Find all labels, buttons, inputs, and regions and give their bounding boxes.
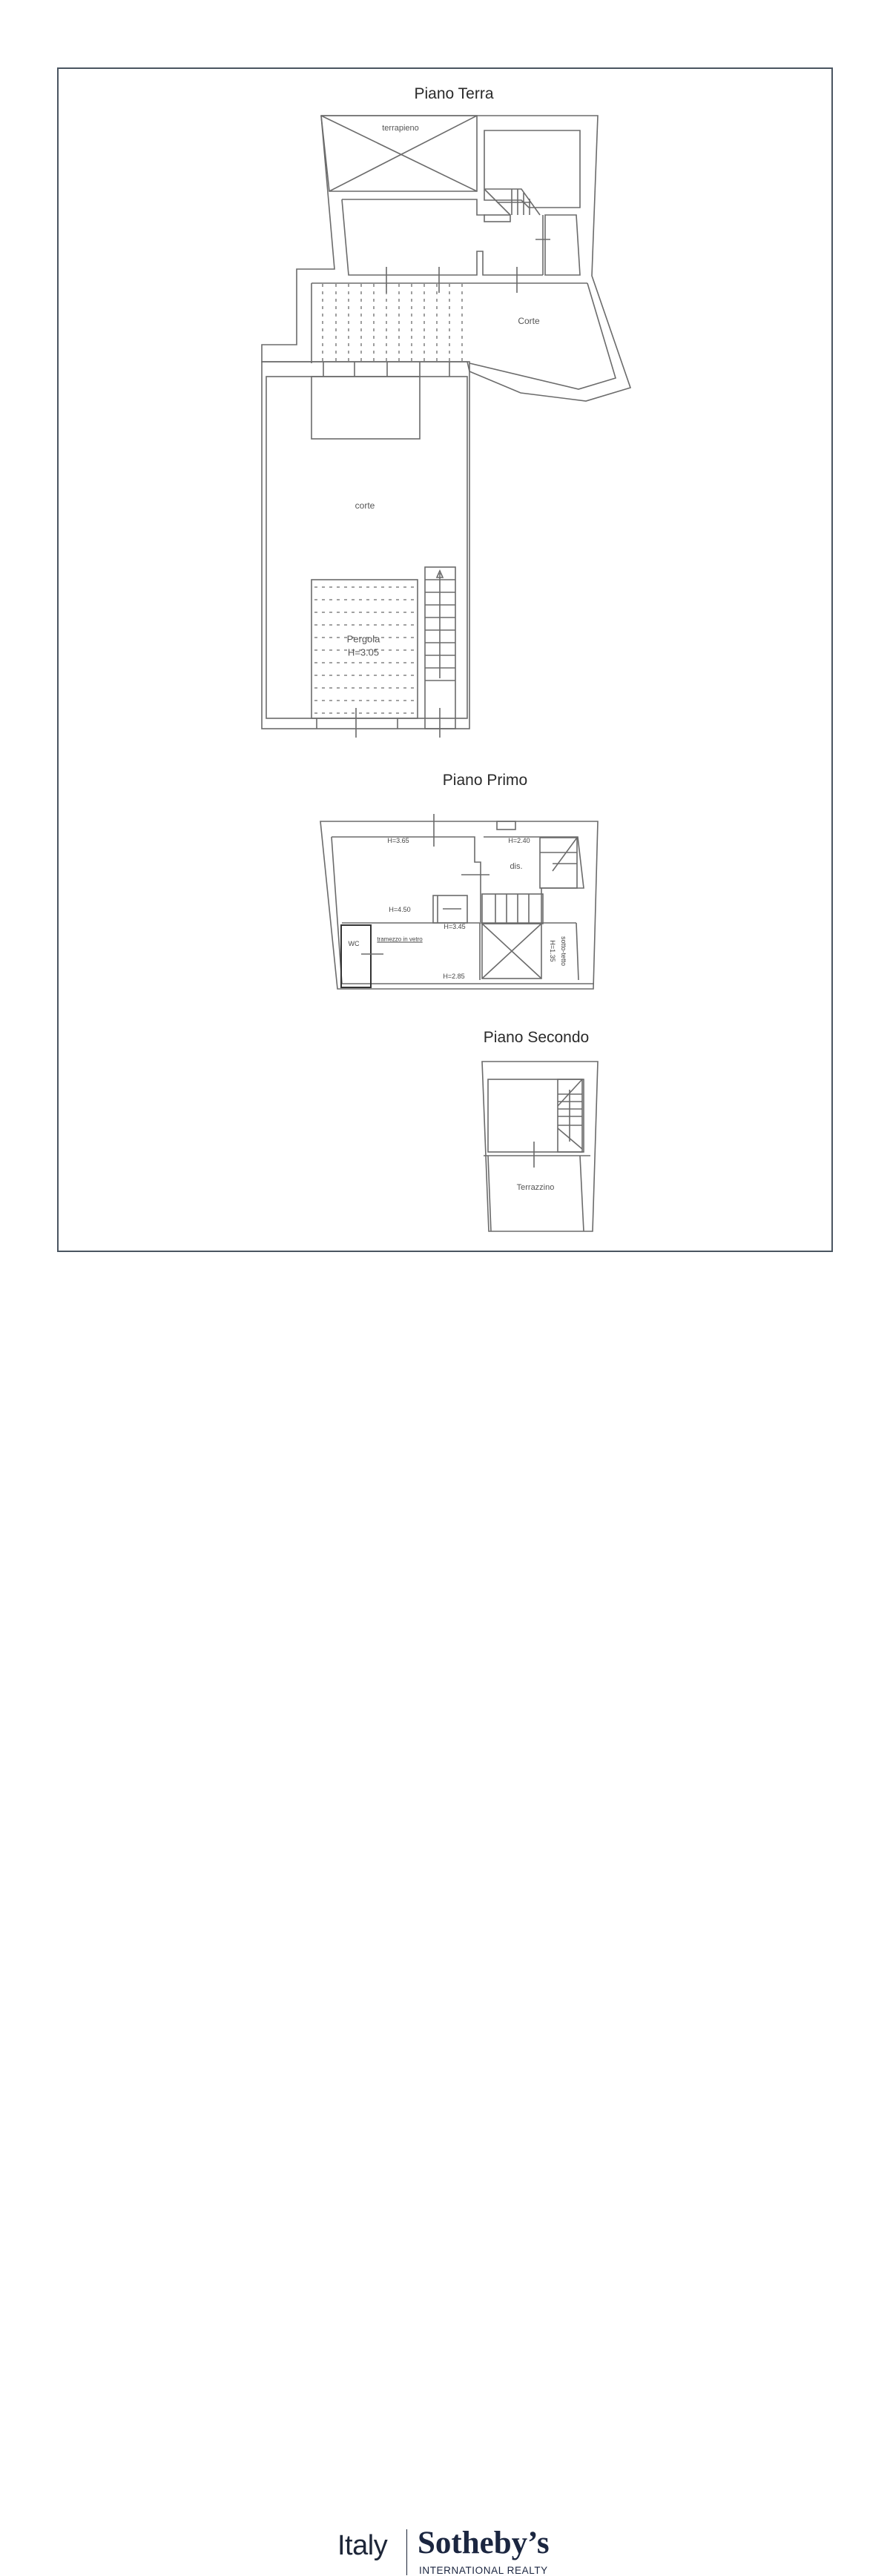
- room-label-terrapieno: terrapieno: [382, 124, 419, 133]
- room-label-corte-upper: Corte: [518, 316, 540, 326]
- pergola-height: H=3.05: [347, 646, 380, 658]
- floor-plan-drawing: [0, 0, 890, 1260]
- room-label-terrazzino: Terrazzino: [516, 1183, 555, 1192]
- second-floor-title: Piano Secondo: [483, 1029, 590, 1046]
- brand-region: Italy: [337, 2530, 388, 2561]
- brand-logo: [0, 1260, 890, 2576]
- room-label-sottotetto: sotto-tetto: [560, 936, 567, 967]
- height-label-240: H=2.40: [508, 837, 530, 844]
- room-label-corte-lower: corte: [355, 500, 375, 511]
- room-label-wc: WC: [348, 940, 360, 947]
- second-floor-plan: [482, 1062, 598, 1231]
- height-label-450: H=4.50: [389, 906, 411, 913]
- brand-divider: [406, 2529, 407, 2575]
- room-label-dis: dis.: [510, 862, 523, 871]
- first-floor-title: Piano Primo: [442, 772, 528, 789]
- room-label-pergola: Pergola: [346, 633, 380, 645]
- first-floor-plan: [320, 814, 598, 989]
- height-label-135: H=1.35: [549, 940, 556, 962]
- height-label-345: H=3.45: [444, 923, 466, 930]
- ground-floor-title: Piano Terra: [414, 85, 494, 102]
- height-label-365: H=3.65: [387, 837, 409, 844]
- brand-name: Sotheby’s: [418, 2526, 550, 2560]
- height-label-285: H=2.85: [443, 973, 465, 980]
- brand-subtitle: INTERNATIONAL REALTY: [419, 2565, 548, 2576]
- glass-partition-label: tramezzo in vetro: [377, 936, 423, 943]
- ground-floor-plan: [262, 116, 630, 738]
